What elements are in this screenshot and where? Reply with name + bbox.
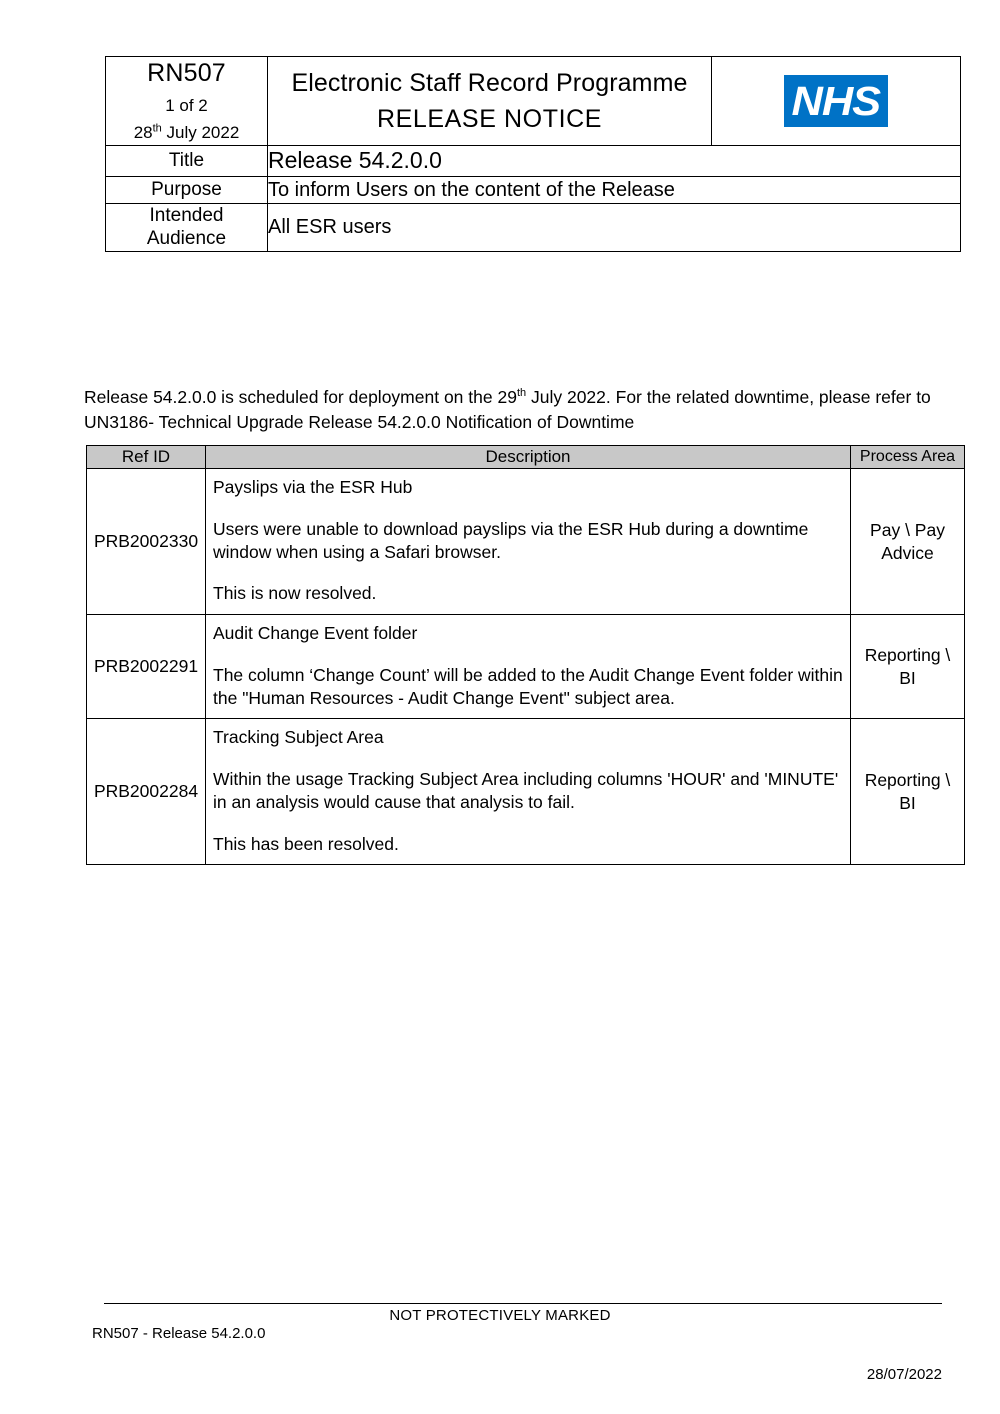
table-row <box>87 469 965 615</box>
cell-ref-id: PRB2002291 <box>87 615 206 719</box>
nhs-logo-cell <box>712 57 961 146</box>
title-value: Release 54.2.0.0 <box>268 145 961 176</box>
intended-audience-label-line2: Audience <box>146 228 227 250</box>
description-body: Within the usage Tracking Subject Area including columns 'HOUR' and 'MINUTE' in an analysis would cause that analysis to fail. <box>213 769 839 812</box>
title-label: Title <box>106 145 268 176</box>
nhs-logo-text: NHS <box>791 77 881 124</box>
date-ordinal-suffix: th <box>152 122 162 135</box>
column-header-process-area: Process Area <box>851 446 965 469</box>
header-row-title <box>106 145 961 176</box>
process-area-line1: Reporting \ <box>864 644 951 665</box>
page-indicator: 1 of 2 <box>165 95 208 115</box>
description-heading: Audit Change Event folder <box>213 623 418 643</box>
process-area-line2: BI <box>899 792 916 813</box>
process-area-line1: Reporting \ <box>864 770 951 790</box>
intro-text-part1: Release 54.2.0.0 is scheduled for deployment on the 29 <box>84 387 517 407</box>
description-resolution: This is now resolved. <box>213 583 377 604</box>
description-heading: Tracking Subject Area <box>213 727 384 748</box>
issues-table <box>86 445 965 865</box>
cell-description <box>206 615 851 719</box>
column-header-description: Description <box>206 446 851 469</box>
intended-audience-value: All ESR users <box>268 203 961 252</box>
release-notice-subtitle: RELEASE NOTICE <box>376 104 603 133</box>
document-date <box>106 122 267 145</box>
description-heading: Payslips via the ESR Hub <box>213 477 413 497</box>
process-area-line2: Advice <box>881 542 934 563</box>
nhs-logo-icon <box>784 75 888 127</box>
header-row-audience <box>106 203 961 252</box>
intro-text-part2: July 2022. For the related downtime, please refer to UN3186- Technical Upgrade Release 54.2.0.0 Notification of Downtime <box>84 387 931 433</box>
cell-ref-id: PRB2002284 <box>87 719 206 865</box>
footer-date: 28/07/2022 <box>866 1366 942 1383</box>
cell-process-area <box>851 615 965 719</box>
header-row-identity <box>106 57 961 146</box>
date-day: 28 <box>133 122 153 142</box>
purpose-label: Purpose <box>106 176 268 203</box>
document-reference: RN507 <box>147 59 226 87</box>
cell-ref-id: PRB2002330 <box>87 469 206 615</box>
process-area-line1: Pay \ Pay <box>870 519 945 540</box>
issues-table-header-row <box>87 446 965 469</box>
table-row <box>87 615 965 719</box>
cell-description <box>206 719 851 865</box>
date-remainder: July 2022 <box>161 122 240 142</box>
programme-title-cell <box>268 57 712 146</box>
header-row-purpose <box>106 176 961 203</box>
table-row <box>87 719 965 865</box>
process-area-line2: BI <box>899 667 916 688</box>
column-header-ref-id: Ref ID <box>87 446 206 469</box>
description-resolution: This has been resolved. <box>213 833 399 854</box>
intro-paragraph <box>84 385 964 436</box>
cell-description <box>206 469 851 615</box>
intended-audience-label-line1: Intended <box>149 204 224 226</box>
cell-process-area <box>851 719 965 865</box>
programme-title: Electronic Staff Record Programme <box>291 68 688 97</box>
cell-process-area <box>851 469 965 615</box>
intro-ordinal-suffix: th <box>516 387 527 400</box>
document-reference-cell <box>106 57 268 146</box>
description-body: The column ‘Change Count’ will be added to the Audit Change Event folder within the "Human Resources - Audit Change Event" subject area. <box>213 664 843 708</box>
description-body: Users were unable to download payslips via the ESR Hub during a downtime window when using a Safari browser. <box>213 518 809 562</box>
intended-audience-label <box>106 203 268 252</box>
footer-document-label: RN507 - Release 54.2.0.0 <box>92 1325 266 1342</box>
purpose-value: To inform Users on the content of the Release <box>268 176 961 203</box>
document-header-table <box>105 56 961 252</box>
footer-classification: NOT PROTECTIVELY MARKED <box>389 1307 611 1324</box>
footer-divider <box>104 1303 942 1304</box>
